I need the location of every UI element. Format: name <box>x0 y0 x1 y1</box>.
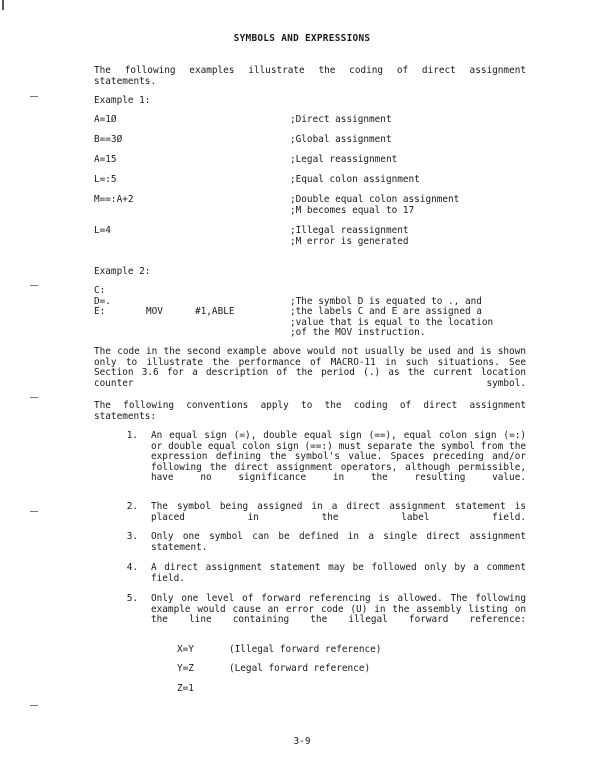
code-label: C: <box>94 285 106 296</box>
margin-tick <box>30 397 38 398</box>
code-label: D=. <box>94 295 111 307</box>
code-line: Z=1 <box>177 683 194 694</box>
code-comment: ;Legal reassignment <box>290 154 398 165</box>
code-comment: ;Double equal colon assignment <box>290 194 460 205</box>
code-comment: ;Direct assignment <box>290 114 392 125</box>
list-number: 1. <box>126 430 138 441</box>
page-header: SYMBOLS AND EXPRESSIONS <box>233 33 371 44</box>
list-number: 2. <box>126 501 138 512</box>
margin-tick <box>30 96 38 97</box>
conventions-intro: The following conventions apply to the coding of direct assignment statements: <box>94 400 526 422</box>
list-item-text: A direct assignment statement may be followed only by a comment field. <box>151 562 526 584</box>
code-line: A=1Ø <box>94 114 117 125</box>
code-line: Y=Z <box>177 663 194 674</box>
code-comment: ;the labels C and E are assigned a <box>290 306 482 318</box>
margin-tick <box>30 285 38 286</box>
code-line: X=Y <box>177 644 194 655</box>
code-comment: ;value that is equal to the location <box>290 316 494 328</box>
margin-bar <box>2 0 4 10</box>
code-opcode: MOV <box>146 306 163 318</box>
code-line: L=:5 <box>94 174 117 185</box>
code-label: E: <box>94 306 106 318</box>
code-comment: ;The symbol D is equated to ., and <box>290 295 482 307</box>
explanation-paragraph: The code in the second example above would not usually be used and is shown only to illustrate the performance of MACRO-11 in such situations. See Section 3.6 for a description of the period (.) as the current location counter symbol. <box>94 346 526 389</box>
list-number: 5. <box>126 593 138 604</box>
code-comment: ;M becomes equal to 17 <box>290 204 415 216</box>
list-item-text: Only one level of forward referencing is allowed. The following example would cause an error code (U) in the assembly listing on the line containing the illegal forward reference: <box>151 593 526 626</box>
list-item-text: The symbol being assigned in a direct assignment statement is placed in the label field. <box>151 501 526 523</box>
list-item-text: Only one symbol can be defined in a single direct assignment statement. <box>151 531 526 553</box>
page-number: 3-9 <box>293 736 311 747</box>
code-operand: #1,ABLE <box>195 306 235 318</box>
code-comment: ;Equal colon assignment <box>290 174 420 185</box>
code-line: L=4 <box>94 225 111 236</box>
example2-label: Example 2: <box>94 266 151 277</box>
intro-paragraph: The following examples illustrate the coding of direct assignment statements. <box>94 65 526 87</box>
code-comment: ;Illegal reassignment <box>290 225 409 236</box>
list-number: 3. <box>126 531 138 542</box>
code-line: A=15 <box>94 154 117 165</box>
code-line: B==3Ø <box>94 134 123 145</box>
code-comment: ;of the MOV instruction. <box>290 327 426 339</box>
code-comment: ;M error is generated <box>290 235 409 247</box>
margin-tick <box>30 705 38 706</box>
list-item-text: An equal sign (=), double equal sign (==), equal colon sign (=:) or double equal colon sign (==:) must separate the symbol from the expression defining the symbol's value. Spaces preceding and/or following the direct assignment operators, although permissible, have no significance in the resulting value. <box>151 430 526 484</box>
code-comment: (Legal forward reference) <box>229 663 371 674</box>
example1-label: Example 1: <box>94 95 151 106</box>
code-line: M==:A+2 <box>94 194 134 205</box>
code-comment: ;Global assignment <box>290 134 392 145</box>
margin-tick <box>30 511 38 512</box>
list-number: 4. <box>126 562 138 573</box>
code-comment: (Illegal forward reference) <box>229 644 382 655</box>
